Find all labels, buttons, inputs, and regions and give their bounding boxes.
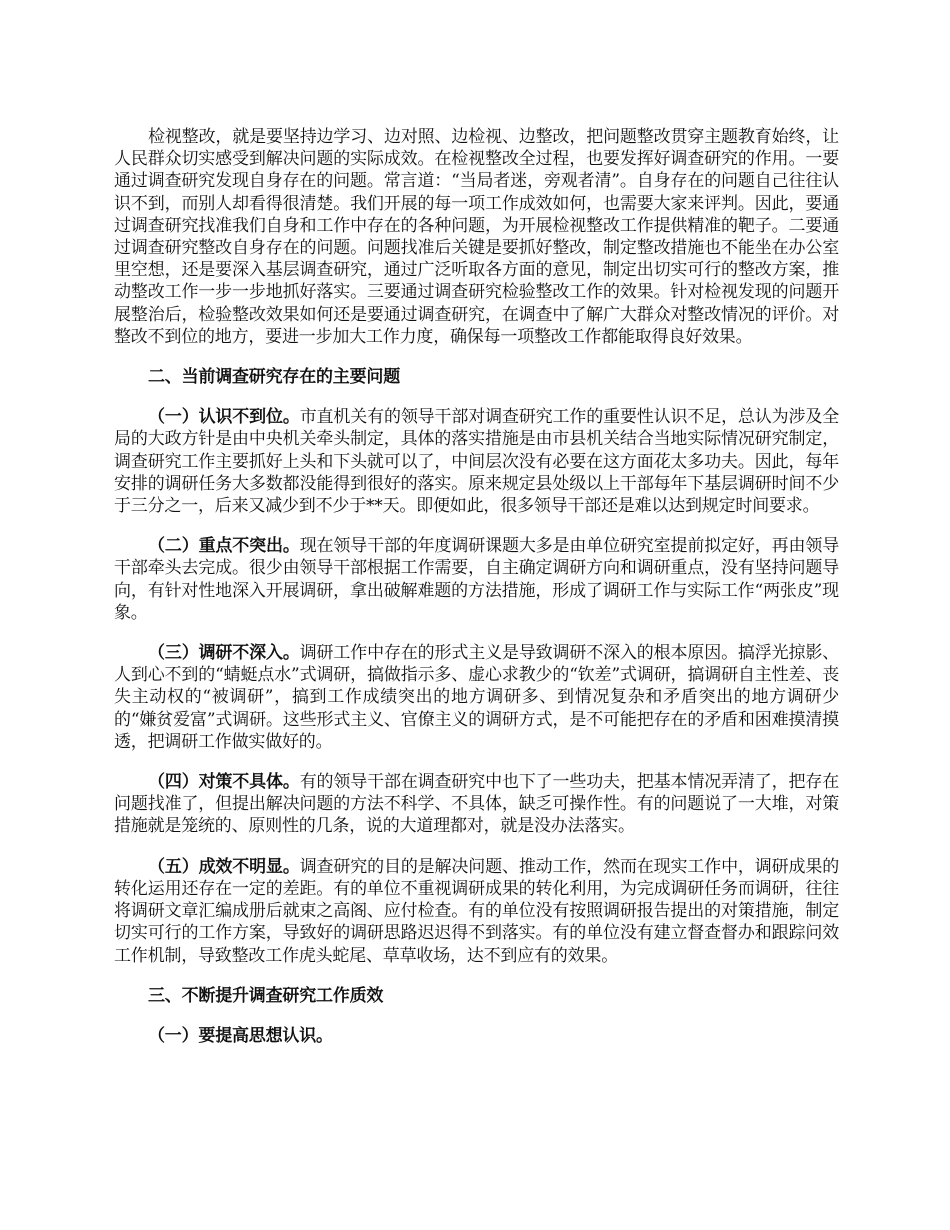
problem-item-4-lead: （四）对策不具体。 [148, 772, 300, 793]
problem-item-3-lead: （三）调研不深入。 [148, 643, 300, 664]
problem-item-2-lead: （二）重点不突出。 [148, 536, 300, 557]
problem-item-1 [114, 406, 839, 517]
improvement-item-1: （一）要提高思想认识。 [148, 1025, 333, 1046]
problem-item-2-text: 现在领导干部的年度调研课题大多是由单位研究室提前拟定好，再由领导干部牵头去完成。很少由领导干部根据工作需要，自主确定调研方向和调研重点，没有坚持问题导向，有针对性地深入开展调研，拿出破解难题的方法措施，形成了调研工作与实际工作“两张皮”现象。 [114, 536, 839, 623]
section-heading-improvement: 三、不断提升调查研究工作质效 [148, 985, 384, 1006]
problem-item-5-lead: （五）成效不明显。 [148, 856, 300, 877]
section-heading-problems: 二、当前调查研究存在的主要问题 [148, 367, 400, 388]
problem-item-3 [114, 642, 839, 753]
problem-item-1-lead: （一）认识不到位。 [148, 407, 300, 428]
problem-item-4-text: 有的领导干部在调查研究中也下了一些功夫，把基本情况弄清了，把存在问题找准了，但提出解决问题的方法不科学、不具体，缺乏可操作性。有的问题说了一大堆，对策措施就是笼统的、原则性的几条，说的大道理都对，就是没办法落实。 [114, 772, 839, 837]
problem-item-5 [114, 856, 839, 967]
problem-item-2 [114, 535, 839, 624]
intro-paragraph: 检视整改，就是要坚持边学习、边对照、边检视、边整改，把问题整改贯穿主题教育始终，让人民群众切实感受到解决问题的实际成效。在检视整改全过程，也要发挥好调查研究的作用。一要通过调查研究发现自身存在的问题。常言道：“当局者迷，旁观者清”。自身存在的问题自己往往认识不到，而别人却看得很清楚。我们开展的每一项工作成效如何，也需要大家来评判。因此，要通过调查研究找准我们自身和工作中存在的各种问题，为开展检视整改工作提供精准的靶子。二要通过调查研究整改自身存在的问题。问题找准后关键是要抓好整改，制定整改措施也不能坐在办公室里空想，还是要深入基层调查研究，通过广泛听取各方面的意见，制定出切实可行的整改方案，推动整改工作一步一步地抓好落实。三要通过调查研究检验整改工作的效果。针对检视发现的问题开展整治后，检验整改效果如何还是要通过调查研究，在调查中了解广大群众对整改情况的评价。对整改不到位的地方，要进一步加大工作力度，确保每一项整改工作都能取得良好效果。 [114, 127, 839, 347]
document-page [114, 126, 839, 1047]
problem-item-1-text: 市直机关有的领导干部对调查研究工作的重要性认识不足，总认为涉及全局的大政方针是由中央机关牵头制定，具体的落实措施是由市县机关结合当地实际情况研究制定，调查研究工作主要抓好上头和下头就可以了，中间层次没有必要在这方面花太多功夫。因此，每年安排的调研任务大多数都没能得到很好的落实。原来规定县处级以上干部每年下基层调研时间不少于三分之一，后来又减少到不少于**天。即便如此，很多领导干部还是难以达到规定时间要求。 [114, 407, 839, 517]
problem-item-4 [114, 771, 839, 838]
problem-item-5-text: 调查研究的目的是解决问题、推动工作，然而在现实工作中，调研成果的转化运用还存在一定的差距。有的单位不重视调研成果的转化利用，为完成调研任务而调研，往往将调研文章汇编成册后就束之高阁、应付检查。有的单位没有按照调研报告提出的对策措施，制定切实可行的工作方案，导致好的调研思路迟迟得不到落实。有的单位没有建立督查督办和跟踪问效工作机制，导致整改工作虎头蛇尾、草草收场，达不到应有的效果。 [114, 856, 839, 966]
problem-item-3-text: 调研工作中存在的形式主义是导致调研不深入的根本原因。搞浮光掠影、人到心不到的“蜻蜓点水”式调研，搞做指示多、虚心求教少的“钦差”式调研，搞调研自主性差、丧失主动权的“被调研”，搞到工作成绩突出的地方调研多、到情况复杂和矛盾突出的地方调研少的“嫌贫爱富”式调研。这些形式主义、官僚主义的调研方式，是不可能把存在的矛盾和困难摸清摸透，把调研工作做实做好的。 [114, 643, 839, 752]
